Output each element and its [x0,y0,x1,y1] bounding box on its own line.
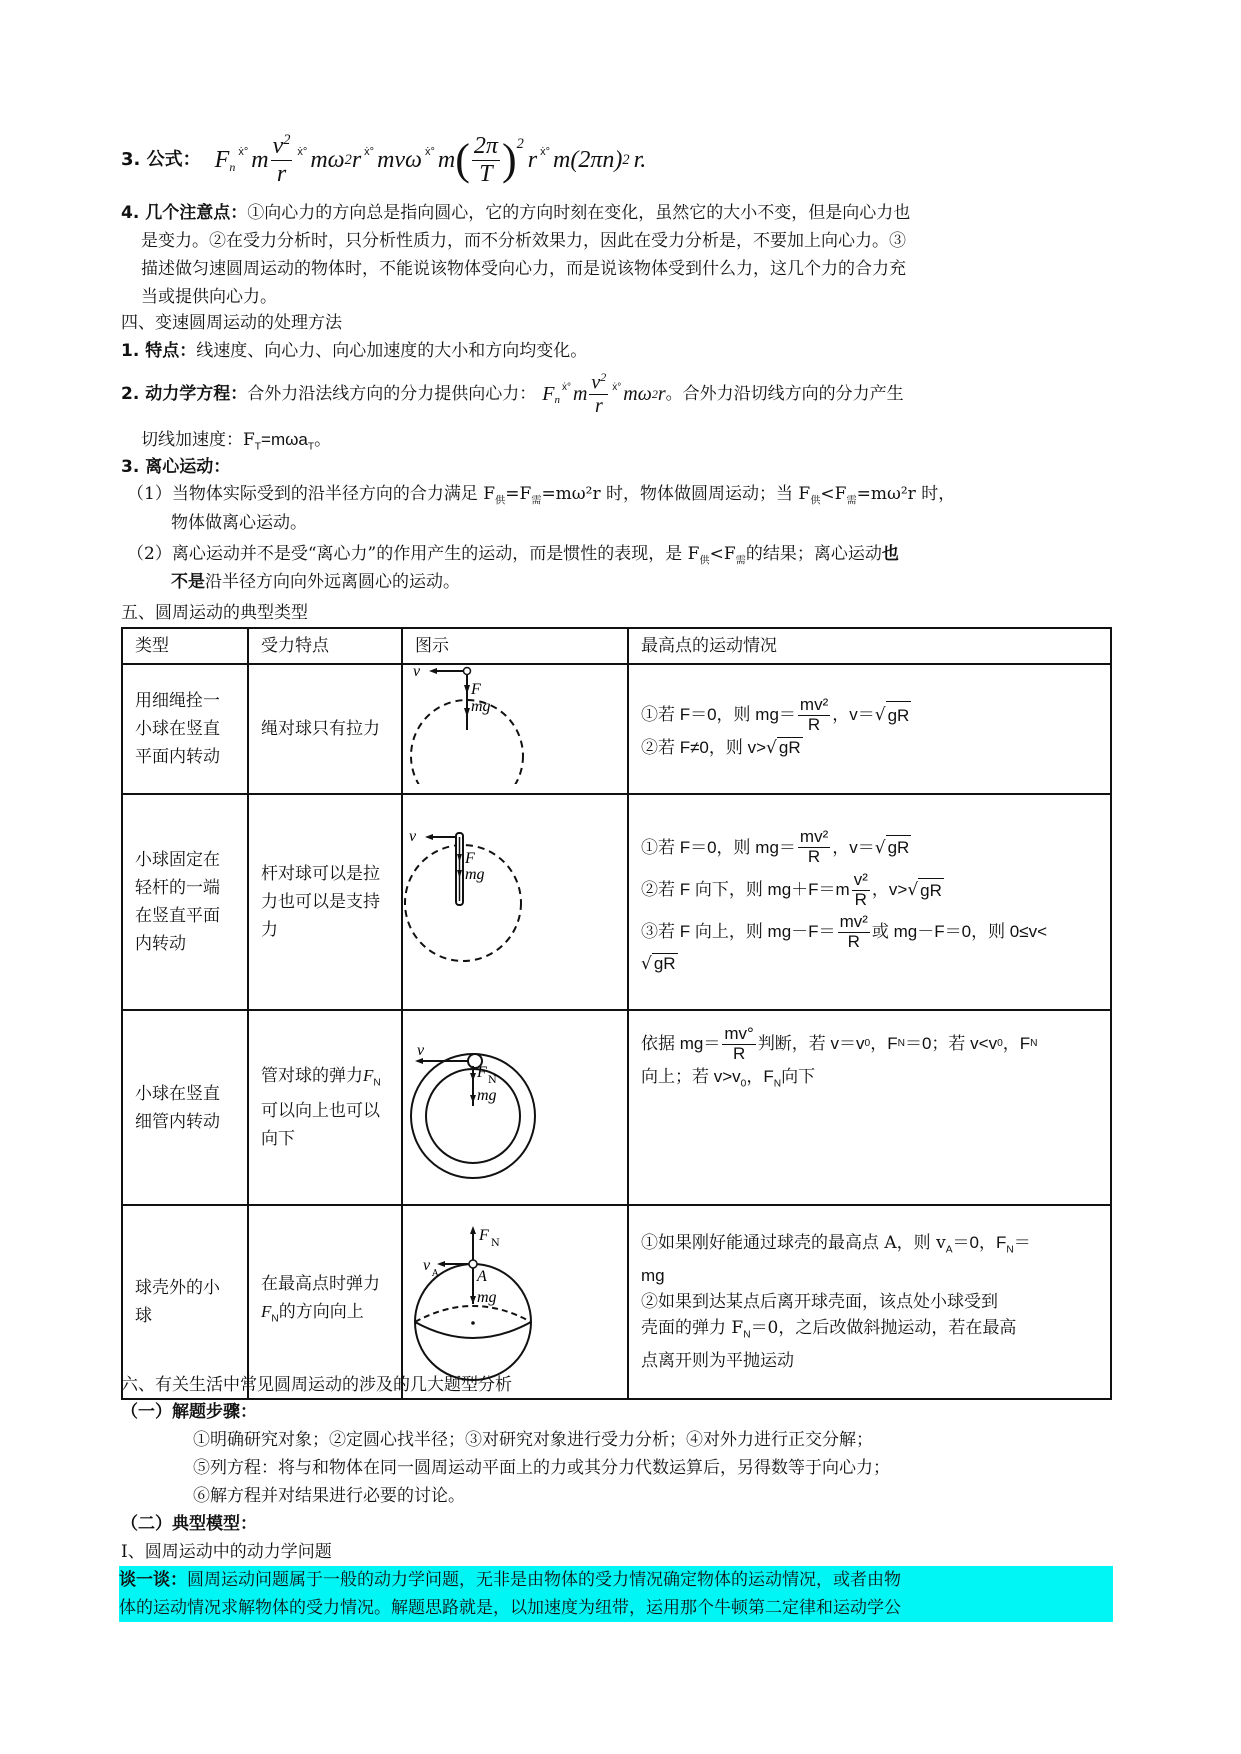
motion-cell: 依据 mg＝ $\frac{mv^\circ}{R}$ 判断，若 v＝v 0 ，F N ＝0；若 v<v 0 ，F N 向上；若 $v>v_0$，$F_N$向下 [628,1010,1111,1205]
section-6-heading: 六、有关生活中常见圆周运动的涉及的几大题型分析 [121,1375,512,1395]
force-label: F [465,850,475,867]
header-cell: 受力特点 [248,628,402,664]
centrifugal-item-2: （2）离心运动并不是受“离心力”的作用产生的运动，而是惯性的表现，是 $F_供<F_需$的结果；离心运动也 [127,544,899,567]
motion-cell: ①若 F＝0，则 mg＝ $\frac{\text{mv²}}{R}$ ，v＝ √ gR ②若 F≠0，则 v>√ gR [628,664,1111,794]
header-cell: 类型 [122,628,248,664]
diagram-cell [402,664,628,794]
force-cell: 管对球的弹力$F_N$可以向上也可以向下 [248,1010,402,1205]
normal-force-sub: N [491,1238,500,1249]
notes-label: 4. 几个注意点： [121,203,248,223]
step-line: ⑤列方程：将与和物体在同一圆周运动平面上的力或其分力代数运算后，另得数等于向心力； [193,1458,890,1478]
type-cell: 小球固定在轻杆的一端在竖直平面内转动 [122,794,248,1010]
models-heading: （二）典型模型： [121,1514,257,1534]
notes-line: ①向心力的方向总是指向圆心，它的方向时刻在变化，虽然它的大小不变，但是向心力也 [247,203,911,223]
diagram-cell [402,794,628,1010]
velocity-label: v [423,1257,431,1274]
gravity-label: mg [477,1289,497,1306]
velocity-label: v [413,665,421,680]
velocity-sub: A [432,1269,439,1279]
notes-paragraph [121,199,1111,311]
gravity-label: mg [471,698,491,715]
type-cell: 球壳外的小球 [122,1205,248,1399]
normal-force-label: F [477,1064,487,1081]
normal-force-sub: N [488,1075,497,1086]
features-text: 线速度、向心力、向心加速度的大小和方向均变化。 [196,341,588,361]
dynamics-formula: F $_n$ ẋ° m $\frac{v^2}{r}$ ẋ° mω 2 r [542,370,666,417]
features-line [121,339,587,363]
features-label: 1. 特点： [121,341,197,361]
centrifugal-label: 3. 离心运动： [121,457,231,477]
type-cell: 小球在竖直细管内转动 [122,1010,248,1205]
diagram-cell [402,1205,628,1399]
force-cell: 杆对球可以是拉力也可以是支持力 [248,794,402,1010]
table-row [122,1010,1111,1205]
diagram-cell [402,1010,628,1205]
motion-cell: ①如果刚好能通过球壳的最高点 A，则 $v_A=0$，$F_N=$ mg ②如果到达某点后离开球壳面，该点处小球受到 壳面的弹力 $F_N=0$，之后改做斜抛运动，若在最高 点离开则为平抛运动 [628,1205,1111,1399]
table-header-row [122,628,1111,664]
dynamics-text: 合外力沿法线方向的分力提供向心力： [247,384,537,404]
types-table [121,627,1112,1400]
notes-line: 是变力。②在受力分析时，只分析性质力，而不分析效果力，因此在受力分析是，不要加上向心力。③ [141,231,906,251]
dynamics-text-2: 。合外力沿切线方向的分力产生 [665,384,904,404]
section-4-heading: 四、变速圆周运动的处理方法 [121,313,342,333]
header-cell: 图示 [402,628,628,664]
tube-diagram [403,1011,625,1195]
centrifugal-item-1-cont: 物体做离心运动。 [171,513,307,533]
step-line: ⑥解方程并对结果进行必要的讨论。 [193,1486,465,1506]
force-cell: 在最高点时弹力$F_N$的方向向上 [248,1205,402,1399]
table-row [122,664,1111,794]
talk-paragraph: 谈一谈：圆周运动问题属于一般的动力学问题，无非是由物体的受力情况确定物体的运动情况，或者由物 体的运动情况求解物体的受力情况。解题思路就是，以加速度为纽带，运用那个牛顿第二定律和运动学公 [119,1566,1113,1622]
formula-label: 3. 公式： [121,149,201,170]
notes-line: 描述做匀速圆周运动的物体时，不能说该物体受向心力，而是说该物体受到什么力，这几个力的合力充 [141,259,906,279]
formula: F $_n$ ẋ° m $\frac{v^2}{r}$ ẋ° mω 2 r ẋ° mvω ẋ° m ( $\frac{2\pi}{T}$ ) $^2$ r ẋ° m(2πn) 2 r. [214,132,647,187]
gravity-label: mg [477,1087,497,1104]
force-cell: 绳对球只有拉力 [248,664,402,794]
velocity-label: v [417,1042,425,1059]
centrifugal-item-1: （1）当物体实际受到的沿半径方向的合力满足 $F_供=F_需=m\omega^2r$ 时，物体做圆周运动；当 $F_供<F_需=m\omega^2r$ 时， [127,484,956,507]
model-item-1: Ⅰ、圆周运动中的动力学问题 [121,1542,332,1562]
shell-diagram [403,1206,625,1389]
force-label: F [471,681,481,698]
normal-force-label: F [479,1227,489,1244]
gravity-label: mg [465,866,485,883]
rope-diagram [403,665,625,784]
section-5-heading: 五、圆周运动的典型类型 [121,603,308,623]
tangent-accel-line: 切线加速度：$F_T=m\omega a_T$。 [141,430,332,453]
centrifugal-item-2-cont: 不是沿半径方向向外远离圆心的运动。 [171,572,460,592]
table-row [122,794,1111,1010]
step-line: ①明确研究对象；②定圆心找半径；③对研究对象进行受力分析；④对外力进行正交分解； [193,1430,873,1450]
table-row [122,1205,1111,1399]
formula-line [121,130,646,190]
dynamics-line [121,368,904,420]
velocity-label: v [409,828,417,845]
rod-diagram [403,795,625,1000]
steps-heading: （一）解题步骤： [121,1402,257,1422]
talk-label: 谈一谈： [119,1570,187,1590]
notes-line: 当或提供向心力。 [141,287,277,307]
point-a-label: A [477,1268,487,1285]
type-cell: 用细绳拴一小球在竖直平面内转动 [122,664,248,794]
header-cell: 最高点的运动情况 [628,628,1111,664]
motion-cell: ①若 F＝0，则 mg＝ $\frac{\text{mv²}}{R}$ ，v＝ √ gR ②若 F 向下，则 mg＋F＝m $\frac{\text{v²}}{R}$ ，v> √ gR ③若 F 向上，则 mg－F＝ $\frac{\text{mv²}}{R}$ 或 mg－F＝0，则 0≤v< √ gR [628,794,1111,1010]
dynamics-label: 2. 动力学方程： [121,384,248,404]
